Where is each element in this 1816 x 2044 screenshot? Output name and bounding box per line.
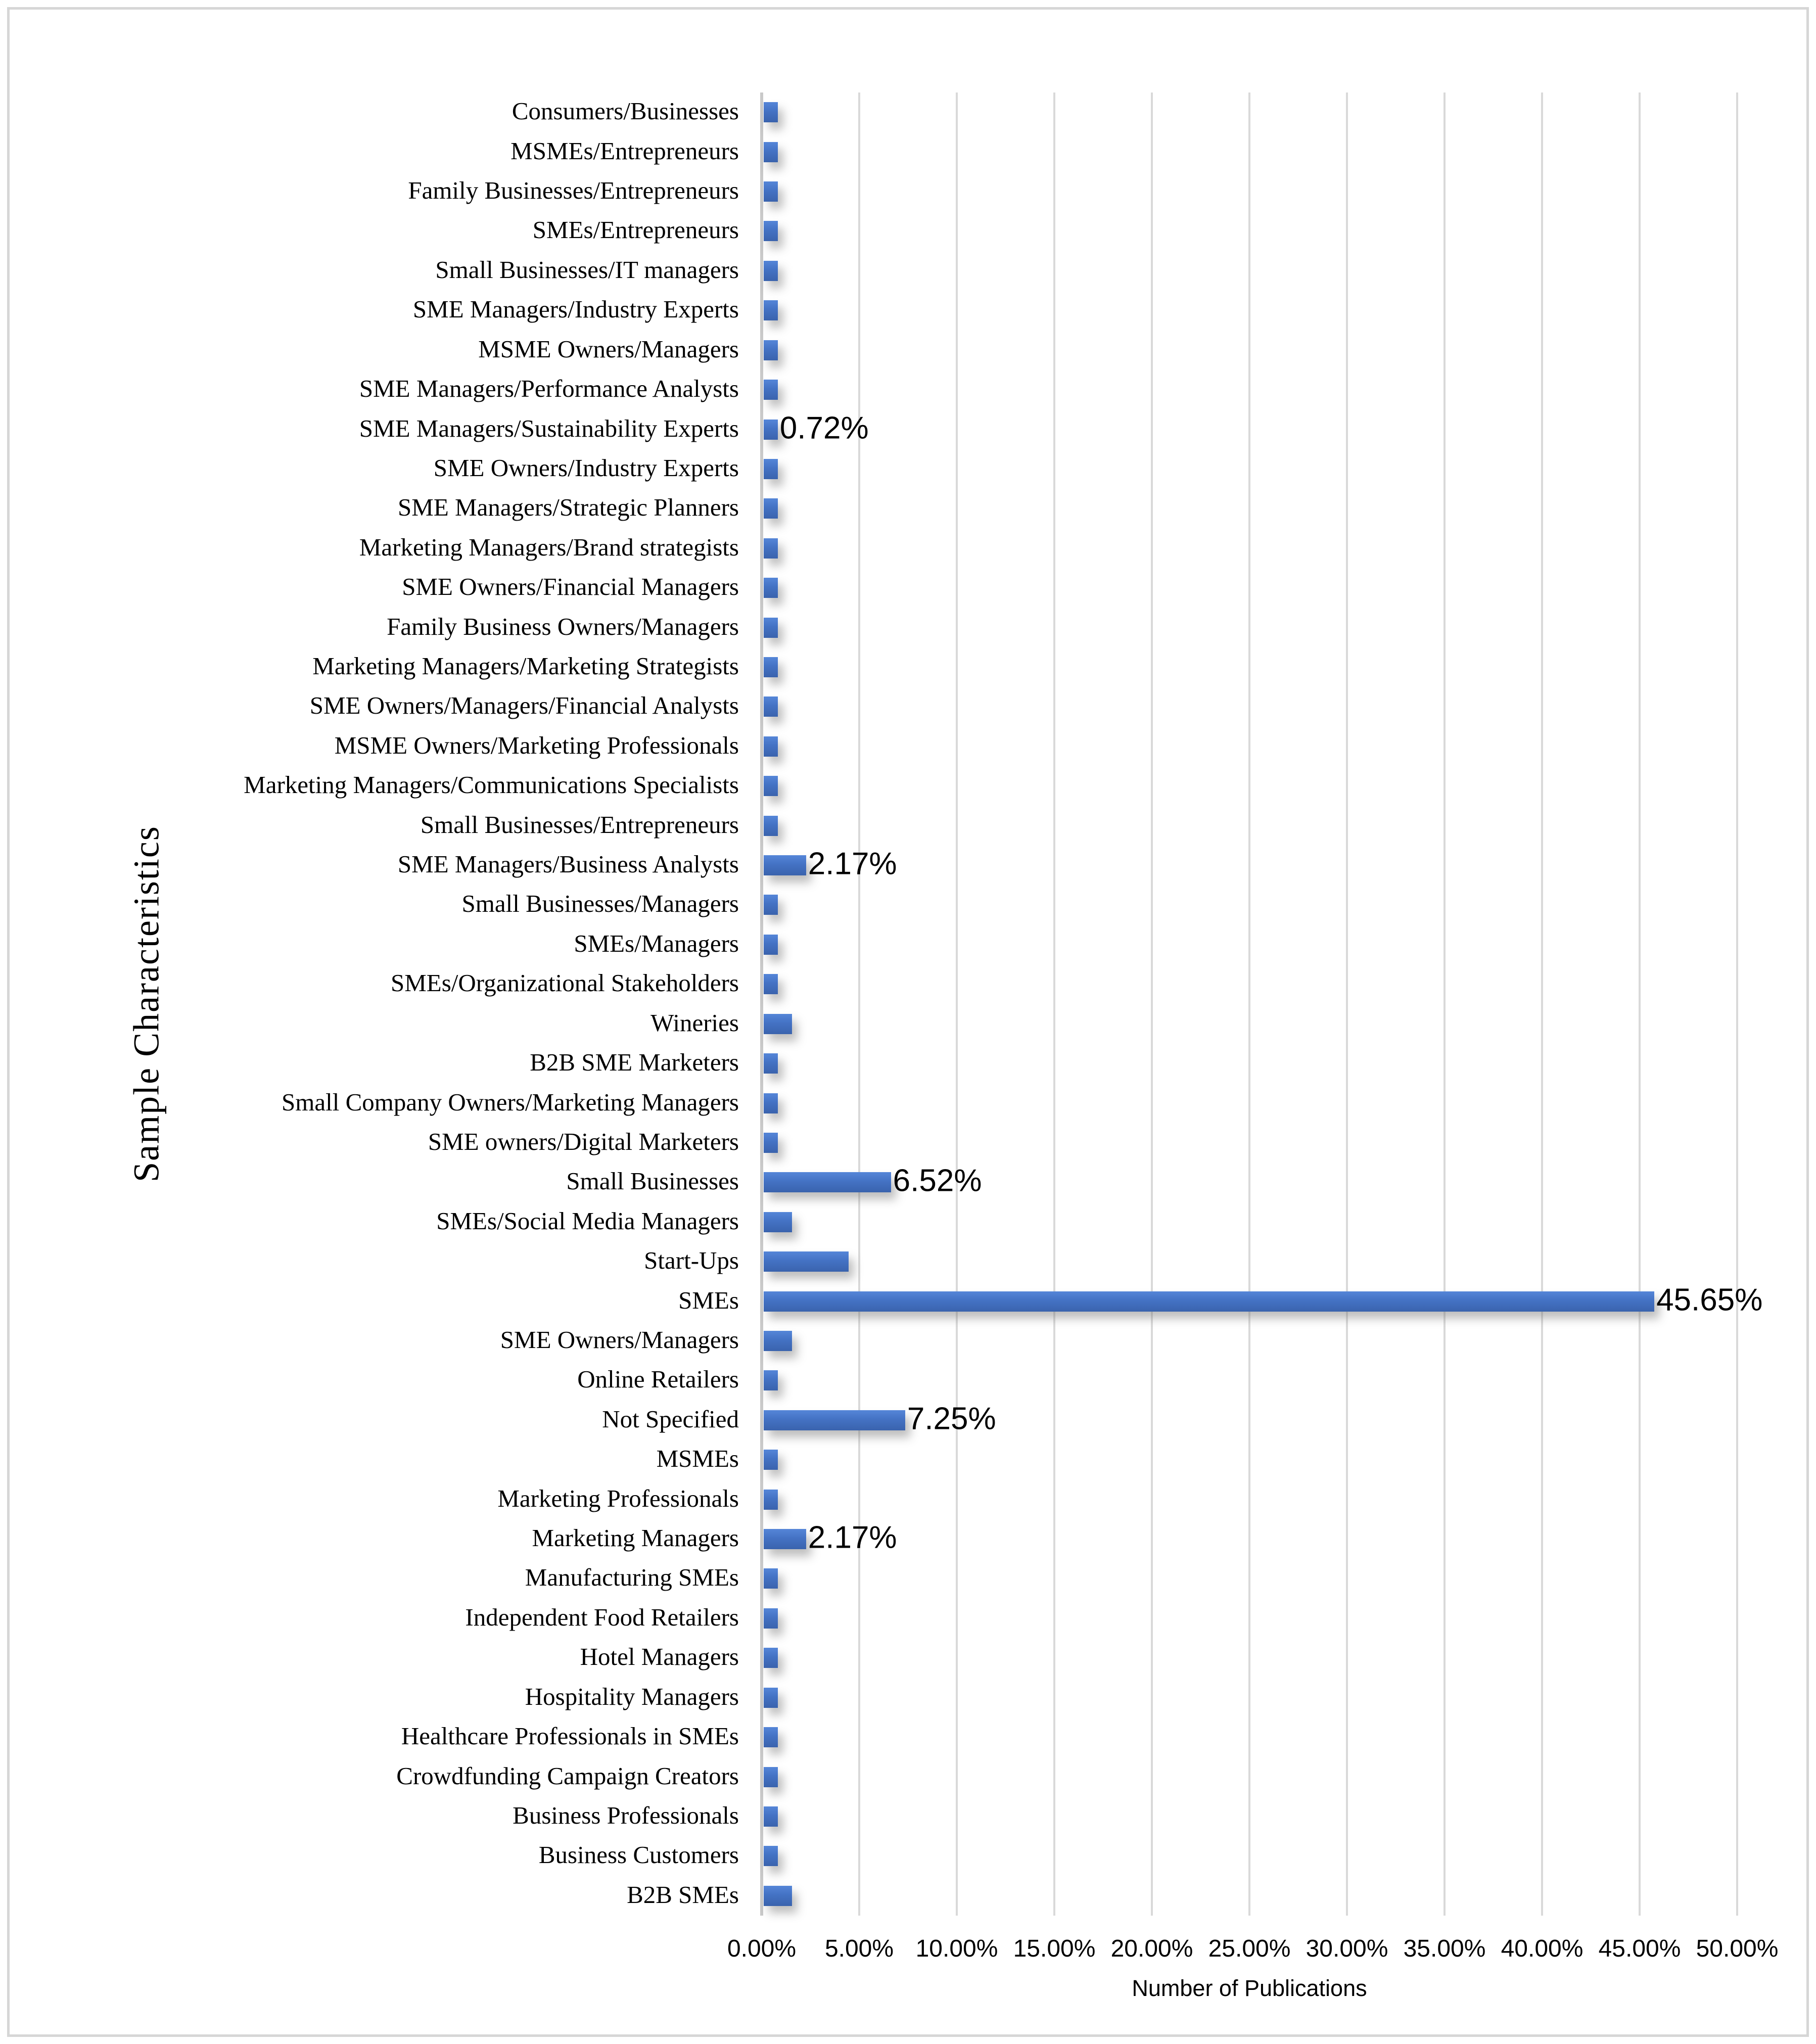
bar-row [762, 1599, 1737, 1638]
category-label: Manufacturing SMEs [525, 1563, 739, 1592]
bar-row [762, 1638, 1737, 1678]
category-label: MSMEs [656, 1445, 739, 1473]
bar-row [762, 1281, 1763, 1321]
bar [764, 935, 778, 955]
bar [764, 420, 778, 440]
category-label: Small Businesses/Entrepreneurs [420, 810, 739, 839]
bar-row [762, 1361, 1737, 1400]
category-label: Not Specified [602, 1405, 739, 1433]
bar [764, 578, 778, 598]
bar-row [762, 172, 1737, 211]
bar [764, 1767, 778, 1787]
bar-row [762, 211, 1737, 251]
bar [764, 1568, 778, 1589]
x-tick-label: 0.00% [727, 1935, 797, 1962]
bar-row [762, 1202, 1737, 1242]
bar-row [762, 925, 1737, 964]
data-label: 0.72% [779, 410, 869, 446]
bar-row [762, 1717, 1737, 1757]
bar [764, 1212, 792, 1232]
bar [764, 1490, 778, 1510]
bar-row [762, 1401, 1737, 1440]
bar-row [762, 647, 1737, 687]
category-label: Marketing Managers/Communications Specialists [244, 771, 739, 799]
category-label: SMEs/Social Media Managers [436, 1206, 739, 1235]
bar-row [762, 330, 1737, 369]
bar-row [762, 370, 1737, 409]
category-label: SMEs [678, 1286, 739, 1314]
bar [764, 1093, 778, 1113]
bar-row [762, 1321, 1737, 1361]
bar-row [762, 92, 1737, 132]
bar-row [762, 1836, 1737, 1876]
data-label: 6.52% [893, 1164, 982, 1199]
bar [764, 498, 778, 519]
bar-row [762, 727, 1737, 766]
category-label: SME Owners/Industry Experts [433, 453, 739, 482]
bar-row [762, 1757, 1737, 1796]
x-tick-label: 25.00% [1208, 1935, 1291, 1962]
bar [764, 340, 778, 360]
category-label: Marketing Managers/Brand strategists [359, 533, 739, 561]
bar [764, 1331, 792, 1351]
bar [764, 1846, 778, 1866]
category-label: Crowdfunding Campaign Creators [396, 1761, 739, 1790]
category-label: SME Owners/Financial Managers [402, 573, 739, 601]
bar-row [762, 409, 1737, 449]
bar [764, 538, 778, 559]
bar [764, 1251, 849, 1272]
category-label: Independent Food Retailers [465, 1603, 739, 1631]
bar-row [762, 687, 1737, 726]
bar-row [762, 1440, 1737, 1479]
category-label: SME owners/Digital Marketers [428, 1127, 739, 1155]
bar-row [762, 1242, 1737, 1281]
bar [764, 1133, 778, 1153]
bar-row [762, 1797, 1737, 1836]
bar-row [762, 132, 1737, 171]
bar [764, 974, 778, 994]
bar-row [762, 529, 1737, 568]
data-label: 45.65% [1656, 1282, 1763, 1318]
bar-row [762, 766, 1737, 806]
data-label: 2.17% [808, 1520, 897, 1555]
bar [764, 1410, 905, 1430]
bar [764, 855, 806, 875]
x-axis-title: Number of Publications [1132, 1975, 1367, 2001]
bar [764, 816, 778, 836]
bar-row [762, 1123, 1737, 1163]
bar [764, 1291, 1654, 1312]
bar-row [762, 885, 1737, 924]
category-label: SMEs/Managers [574, 929, 739, 957]
bar [764, 261, 778, 281]
category-label: Small Businesses/Managers [461, 890, 739, 918]
x-tick-label: 20.00% [1110, 1935, 1193, 1962]
category-label: Online Retailers [577, 1365, 739, 1393]
bar-row [762, 568, 1737, 608]
bar [764, 1053, 778, 1074]
category-label: SME Managers/Industry Experts [412, 295, 739, 323]
bar-row [762, 846, 1737, 885]
x-tick-label: 30.00% [1306, 1935, 1388, 1962]
bar-row [762, 806, 1737, 845]
y-axis-title: Sample Characteristics [126, 825, 167, 1182]
category-label: Start-Ups [644, 1246, 739, 1275]
bar [764, 300, 778, 320]
category-label: Hotel Managers [580, 1643, 739, 1671]
bar-row [762, 1004, 1737, 1044]
bar-row [762, 964, 1737, 1004]
category-label: Healthcare Professionals in SMEs [401, 1722, 739, 1750]
category-label: SMEs/Organizational Stakeholders [390, 969, 739, 997]
category-label: Business Customers [538, 1841, 739, 1869]
bar [764, 1608, 778, 1629]
bar-row [762, 1479, 1737, 1519]
bar-row [762, 1678, 1737, 1717]
bar-row [762, 489, 1737, 528]
category-label: SME Managers/Strategic Planners [398, 493, 739, 522]
category-label: B2B SME Marketers [530, 1048, 739, 1077]
bar [764, 1529, 806, 1549]
x-tick-label: 40.00% [1501, 1935, 1584, 1962]
category-label: Wineries [650, 1008, 739, 1037]
category-label: SME Managers/Business Analysts [397, 850, 739, 878]
bar [764, 1370, 778, 1390]
bar [764, 618, 778, 638]
category-label: MSME Owners/Marketing Professionals [334, 731, 739, 759]
category-label: SME Managers/Sustainability Experts [359, 414, 739, 442]
bar [764, 380, 778, 400]
bar [764, 1727, 778, 1747]
bar [764, 1648, 778, 1668]
plot-area [762, 92, 1763, 1916]
x-tick-label: 50.00% [1696, 1935, 1779, 1962]
bar [764, 657, 778, 677]
category-label: Consumers/Businesses [511, 97, 739, 125]
x-tick-label: 10.00% [915, 1935, 998, 1962]
category-label: Marketing Managers/Marketing Strategists [312, 652, 739, 680]
data-label: 7.25% [907, 1401, 996, 1436]
bar [764, 459, 778, 479]
category-label: B2B SMEs [627, 1880, 739, 1909]
bar [764, 1886, 792, 1906]
category-label: MSME Owners/Managers [478, 335, 739, 363]
category-label: SMEs/Entrepreneurs [532, 216, 739, 244]
category-label: Marketing Professionals [497, 1484, 739, 1512]
bar [764, 1688, 778, 1708]
bar [764, 696, 778, 717]
bar [764, 1450, 778, 1470]
bar [764, 1172, 891, 1192]
bar [764, 181, 778, 202]
bar-row [762, 291, 1737, 330]
category-label: Small Businesses/IT managers [435, 255, 739, 284]
bar-row [762, 449, 1737, 489]
category-label: Business Professionals [513, 1801, 739, 1829]
bar-row [762, 1559, 1737, 1598]
bar-row [762, 1876, 1737, 1916]
bar [764, 895, 778, 915]
bar [764, 1014, 792, 1034]
category-label: SME Managers/Performance Analysts [359, 375, 739, 403]
bar [764, 142, 778, 162]
category-label: Marketing Managers [532, 1524, 739, 1552]
x-tick-label: 45.00% [1598, 1935, 1681, 1962]
x-tick-label: 5.00% [824, 1935, 894, 1962]
category-label: SME Owners/Managers/Financial Analysts [309, 691, 739, 720]
bar-row [762, 1044, 1737, 1083]
category-label: Family Business Owners/Managers [387, 612, 739, 640]
bar [764, 1806, 778, 1827]
category-label: SME Owners/Managers [500, 1326, 739, 1354]
bar [764, 102, 778, 122]
bar [764, 776, 778, 796]
bar-row [762, 1519, 1737, 1559]
category-label: Small Company Owners/Marketing Managers [282, 1088, 739, 1116]
category-label: Small Businesses [566, 1167, 739, 1195]
bar-row [762, 1163, 1737, 1202]
x-tick-label: 15.00% [1013, 1935, 1096, 1962]
category-label: Hospitality Managers [525, 1682, 739, 1710]
bar-row [762, 251, 1737, 291]
x-tick-label: 35.00% [1403, 1935, 1486, 1962]
bar-row [762, 1083, 1737, 1123]
category-label: Family Businesses/Entrepreneurs [408, 176, 739, 205]
data-label: 2.17% [808, 846, 897, 881]
bar-row [762, 608, 1737, 647]
bar [764, 221, 778, 241]
category-label: MSMEs/Entrepreneurs [510, 136, 739, 165]
bar [764, 736, 778, 757]
